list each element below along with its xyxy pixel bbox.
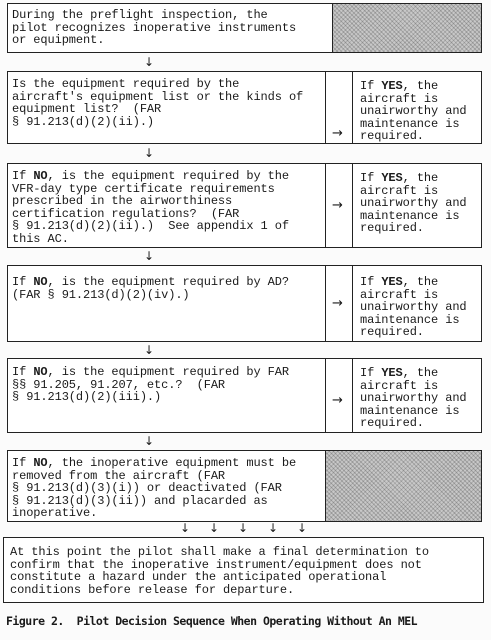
step-6-shaded-cell — [325, 450, 482, 522]
step-5-result-text: If YES, the aircraft is unairworthy and maintenance is required. — [360, 366, 467, 430]
step-2-text: Is the equipment required by the aircraft's equipment list or the kinds of equipment list? (FAR § 91.213(d)(2)(ii).) — [12, 77, 304, 129]
step-2-result-box — [352, 71, 482, 144]
step-6-box — [7, 450, 326, 522]
right-arrow-icon: → — [332, 393, 343, 408]
down-arrow-icon: ↓ — [180, 521, 191, 535]
step-5-arrow-cell — [325, 358, 353, 433]
down-arrow-icon: ↓ — [297, 521, 308, 535]
step-5-box — [7, 358, 326, 433]
step-5-result-box — [352, 358, 482, 433]
step-1-text: During the preflight inspection, the pilot recognizes inoperative instruments or equipment. — [12, 8, 297, 47]
step-3-arrow-cell — [325, 163, 353, 248]
step-2-result-text: If YES, the aircraft is unairworthy and maintenance is required. — [360, 79, 467, 143]
step-3-result-text: If YES, the aircraft is unairworthy and maintenance is required. — [360, 171, 467, 235]
step-6-text: If NO, the inoperative equipment must be removed from the aircraft (FAR § 91.213(d)(3)(i)) or deactivated (FAR § 91.213(d)(3)(ii)) and placarded as inoperative. — [12, 456, 297, 520]
down-arrow-icon: ↓ — [209, 521, 220, 535]
right-arrow-icon: → — [332, 198, 343, 213]
down-arrow-icon: ↓ — [144, 343, 155, 357]
right-arrow-icon: → — [332, 126, 343, 141]
down-arrow-icon: ↓ — [144, 434, 155, 448]
final-determination-box — [3, 537, 484, 603]
step-3-result-box — [352, 163, 482, 248]
down-arrow-icon: ↓ — [238, 521, 249, 535]
down-arrow-icon: ↓ — [144, 249, 155, 263]
step-4-arrow-cell — [325, 265, 353, 342]
step-2-arrow-cell — [325, 71, 353, 144]
step-5-text: If NO, is the equipment required by FAR §§ 91.205, 91.207, etc.? (FAR § 91.213(d)(2)(iii).) — [12, 365, 289, 404]
step-3-text: If NO, is the equipment required by the VFR-day type certificate requirements prescribed in the airworthiness certification regulations? (FAR § 91.213(d)(2)(ii).) See appendix 1 of this AC. — [12, 169, 289, 246]
down-arrow-icon: ↓ — [144, 55, 155, 69]
step-2-box — [7, 71, 326, 144]
step-1-box — [7, 3, 333, 53]
final-determination-text: At this point the pilot shall make a final determination to confirm that the inoperative instrument/equipment does not constitute a hazard under the anticipated operational conditions before release for departure. — [10, 545, 429, 597]
step-4-result-box — [352, 265, 482, 342]
figure-caption: Figure 2. Pilot Decision Sequence When Operating Without An MEL — [6, 614, 418, 628]
step-4-result-text: If YES, the aircraft is unairworthy and maintenance is required. — [360, 275, 467, 339]
down-arrow-icon: ↓ — [144, 146, 155, 160]
step-3-box — [7, 163, 326, 248]
right-arrow-icon: → — [332, 296, 343, 311]
down-arrow-icon: ↓ — [268, 521, 279, 535]
step-1-shaded-cell — [332, 3, 482, 53]
step-4-box — [7, 265, 326, 342]
step-4-text: If NO, is the equipment required by AD? (FAR § 91.213(d)(2)(iv).) — [12, 275, 289, 302]
